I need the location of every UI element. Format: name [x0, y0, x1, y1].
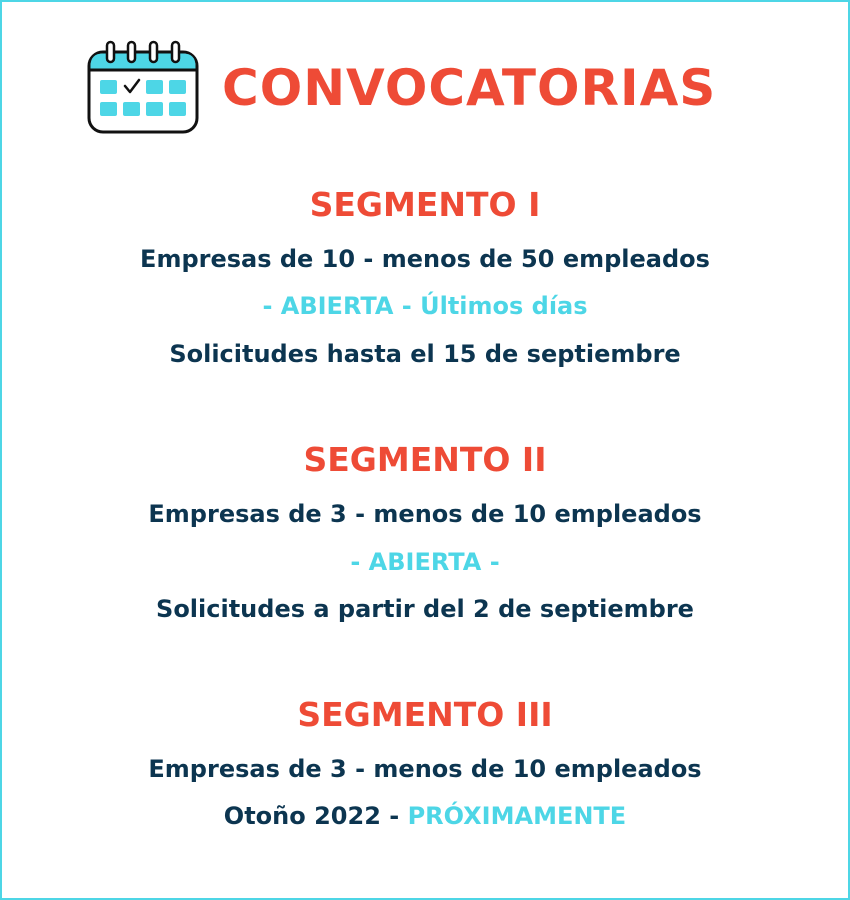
- header: [86, 40, 716, 136]
- segment-3-timing-prefix: Otoño 2022 -: [223, 802, 408, 830]
- segment-3-timing-status: PRÓXIMAMENTE: [407, 802, 627, 830]
- segment-2-deadline: Solicitudes a partir del 2 de septiembre: [156, 595, 694, 623]
- segment-2-title: SEGMENTO II: [303, 440, 547, 479]
- segment-1-companies: Empresas de 10 - menos de 50 empleados: [140, 245, 710, 273]
- calendar-check-icon: [86, 40, 200, 136]
- segment-3-companies: Empresas de 3 - menos de 10 empleados: [148, 755, 702, 783]
- segment-3-title: SEGMENTO III: [297, 695, 553, 734]
- segment-2-companies: Empresas de 3 - menos de 10 empleados: [148, 500, 702, 528]
- segment-1-status: - ABIERTA - Últimos días: [262, 292, 588, 320]
- segment-2-status: - ABIERTA -: [350, 548, 500, 576]
- segment-1-deadline: Solicitudes hasta el 15 de septiembre: [169, 340, 681, 368]
- segment-1-title: SEGMENTO I: [309, 185, 541, 224]
- segment-3-timing: [2, 802, 848, 830]
- page-title: CONVOCATORIAS: [222, 59, 717, 117]
